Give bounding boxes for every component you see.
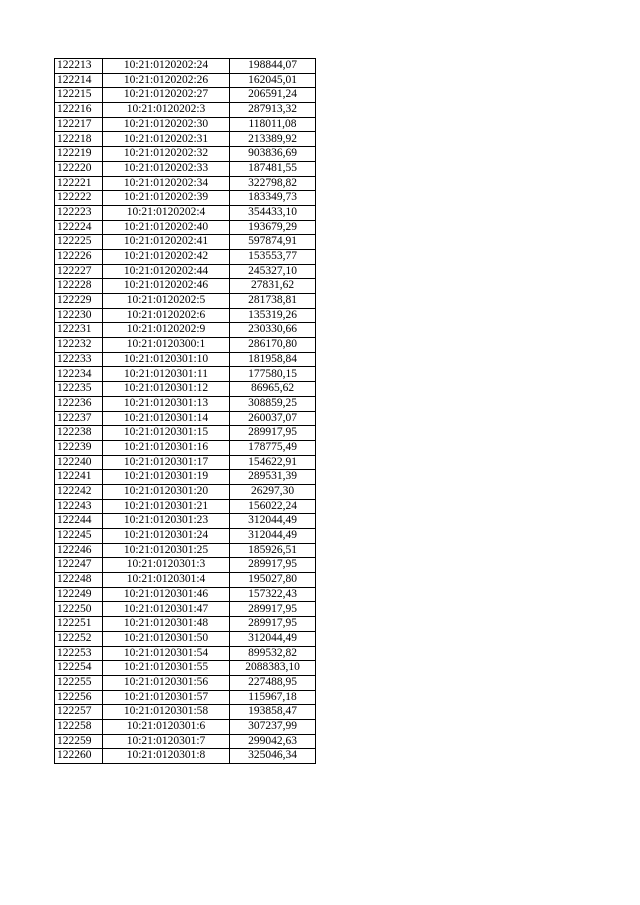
table-row	[55, 514, 316, 529]
row-id-cell: 122220	[55, 161, 103, 176]
cadastral-number-cell: 10:21:0120202:44	[103, 264, 230, 279]
cadastral-value-cell: 287913,32	[230, 103, 316, 118]
cadastral-value-cell: 206591,24	[230, 88, 316, 103]
cadastral-number-cell: 10:21:0120202:27	[103, 88, 230, 103]
cadastral-number-cell: 10:21:0120301:48	[103, 617, 230, 632]
table-row	[55, 455, 316, 470]
table-row	[55, 382, 316, 397]
cadastral-number-cell: 10:21:0120301:17	[103, 455, 230, 470]
row-id-cell: 122253	[55, 646, 103, 661]
cadastral-value-cell: 177580,15	[230, 367, 316, 382]
cadastral-value-cell: 312044,49	[230, 529, 316, 544]
cadastral-number-cell: 10:21:0120202:31	[103, 132, 230, 147]
table-row	[55, 279, 316, 294]
table-row	[55, 367, 316, 382]
row-id-cell: 122243	[55, 499, 103, 514]
cadastral-value-cell: 86965,62	[230, 382, 316, 397]
cadastral-number-cell: 10:21:0120301:8	[103, 749, 230, 764]
row-id-cell: 122218	[55, 132, 103, 147]
row-id-cell: 122254	[55, 661, 103, 676]
row-id-cell: 122258	[55, 719, 103, 734]
cadastral-value-cell: 187481,55	[230, 161, 316, 176]
row-id-cell: 122259	[55, 734, 103, 749]
table-row	[55, 147, 316, 162]
cadastral-value-cell: 227488,95	[230, 675, 316, 690]
row-id-cell: 122245	[55, 529, 103, 544]
table-row	[55, 705, 316, 720]
row-id-cell: 122237	[55, 411, 103, 426]
cadastral-number-cell: 10:21:0120202:9	[103, 323, 230, 338]
row-id-cell: 122230	[55, 308, 103, 323]
cadastral-number-cell: 10:21:0120202:5	[103, 294, 230, 309]
cadastral-number-cell: 10:21:0120301:54	[103, 646, 230, 661]
cadastral-number-cell: 10:21:0120202:46	[103, 279, 230, 294]
table-row	[55, 117, 316, 132]
cadastral-value-cell: 281738,81	[230, 294, 316, 309]
row-id-cell: 122224	[55, 220, 103, 235]
cadastral-value-cell: 198844,07	[230, 59, 316, 74]
row-id-cell: 122241	[55, 470, 103, 485]
cadastral-value-cell: 312044,49	[230, 514, 316, 529]
cadastral-number-cell: 10:21:0120202:42	[103, 249, 230, 264]
table-row	[55, 205, 316, 220]
table-row	[55, 484, 316, 499]
cadastral-value-cell: 183349,73	[230, 191, 316, 206]
table-row	[55, 719, 316, 734]
table-row	[55, 264, 316, 279]
table-row	[55, 323, 316, 338]
cadastral-value-cell: 153553,77	[230, 249, 316, 264]
cadastral-number-cell: 10:21:0120301:20	[103, 484, 230, 499]
table-row	[55, 749, 316, 764]
cadastral-value-cell: 193858,47	[230, 705, 316, 720]
row-id-cell: 122248	[55, 573, 103, 588]
cadastral-number-cell: 10:21:0120301:58	[103, 705, 230, 720]
cadastral-number-cell: 10:21:0120301:25	[103, 543, 230, 558]
cadastral-value-cell: 286170,80	[230, 338, 316, 353]
cadastral-number-cell: 10:21:0120202:26	[103, 73, 230, 88]
row-id-cell: 122214	[55, 73, 103, 88]
table-row	[55, 499, 316, 514]
cadastral-value-cell: 899532,82	[230, 646, 316, 661]
table-row	[55, 294, 316, 309]
cadastral-number-cell: 10:21:0120301:4	[103, 573, 230, 588]
table-row	[55, 602, 316, 617]
row-id-cell: 122217	[55, 117, 103, 132]
row-id-cell: 122215	[55, 88, 103, 103]
row-id-cell: 122216	[55, 103, 103, 118]
row-id-cell: 122228	[55, 279, 103, 294]
cadastral-value-table	[54, 58, 316, 764]
table-row	[55, 529, 316, 544]
row-id-cell: 122260	[55, 749, 103, 764]
cadastral-number-cell: 10:21:0120301:21	[103, 499, 230, 514]
cadastral-number-cell: 10:21:0120202:4	[103, 205, 230, 220]
cadastral-value-cell: 213389,92	[230, 132, 316, 147]
table-row	[55, 470, 316, 485]
cadastral-value-cell: 325046,34	[230, 749, 316, 764]
table-row	[55, 161, 316, 176]
row-id-cell: 122233	[55, 352, 103, 367]
cadastral-number-cell: 10:21:0120202:41	[103, 235, 230, 250]
cadastral-number-cell: 10:21:0120202:33	[103, 161, 230, 176]
table-row	[55, 646, 316, 661]
cadastral-value-cell: 2088383,10	[230, 661, 316, 676]
table-row	[55, 734, 316, 749]
row-id-cell: 122240	[55, 455, 103, 470]
row-id-cell: 122239	[55, 440, 103, 455]
cadastral-number-cell: 10:21:0120301:23	[103, 514, 230, 529]
row-id-cell: 122213	[55, 59, 103, 74]
row-id-cell: 122257	[55, 705, 103, 720]
table-row	[55, 191, 316, 206]
cadastral-value-cell: 157322,43	[230, 587, 316, 602]
cadastral-number-cell: 10:21:0120301:57	[103, 690, 230, 705]
row-id-cell: 122222	[55, 191, 103, 206]
table-body	[55, 59, 316, 764]
table-row	[55, 103, 316, 118]
cadastral-number-cell: 10:21:0120301:11	[103, 367, 230, 382]
cadastral-number-cell: 10:21:0120202:40	[103, 220, 230, 235]
cadastral-value-cell: 289917,95	[230, 426, 316, 441]
cadastral-value-cell: 312044,49	[230, 631, 316, 646]
cadastral-number-cell: 10:21:0120301:24	[103, 529, 230, 544]
cadastral-value-cell: 193679,29	[230, 220, 316, 235]
row-id-cell: 122242	[55, 484, 103, 499]
table-row	[55, 675, 316, 690]
table-row	[55, 338, 316, 353]
cadastral-value-cell: 135319,26	[230, 308, 316, 323]
cadastral-number-cell: 10:21:0120300:1	[103, 338, 230, 353]
cadastral-value-cell: 118011,08	[230, 117, 316, 132]
table-row	[55, 59, 316, 74]
row-id-cell: 122227	[55, 264, 103, 279]
cadastral-number-cell: 10:21:0120301:19	[103, 470, 230, 485]
cadastral-value-cell: 115967,18	[230, 690, 316, 705]
cadastral-value-cell: 308859,25	[230, 396, 316, 411]
row-id-cell: 122255	[55, 675, 103, 690]
cadastral-number-cell: 10:21:0120202:24	[103, 59, 230, 74]
row-id-cell: 122234	[55, 367, 103, 382]
row-id-cell: 122225	[55, 235, 103, 250]
table-row	[55, 249, 316, 264]
cadastral-value-cell: 307237,99	[230, 719, 316, 734]
row-id-cell: 122235	[55, 382, 103, 397]
row-id-cell: 122246	[55, 543, 103, 558]
cadastral-number-cell: 10:21:0120301:13	[103, 396, 230, 411]
cadastral-value-cell: 299042,63	[230, 734, 316, 749]
table-row	[55, 132, 316, 147]
row-id-cell: 122247	[55, 558, 103, 573]
cadastral-number-cell: 10:21:0120301:6	[103, 719, 230, 734]
cadastral-number-cell: 10:21:0120301:56	[103, 675, 230, 690]
cadastral-number-cell: 10:21:0120202:32	[103, 147, 230, 162]
cadastral-value-cell: 230330,66	[230, 323, 316, 338]
cadastral-number-cell: 10:21:0120202:3	[103, 103, 230, 118]
row-id-cell: 122226	[55, 249, 103, 264]
row-id-cell: 122223	[55, 205, 103, 220]
table-row	[55, 617, 316, 632]
cadastral-number-cell: 10:21:0120301:16	[103, 440, 230, 455]
table-row	[55, 440, 316, 455]
table-row	[55, 235, 316, 250]
table-row	[55, 690, 316, 705]
cadastral-number-cell: 10:21:0120301:15	[103, 426, 230, 441]
row-id-cell: 122221	[55, 176, 103, 191]
table-row	[55, 631, 316, 646]
row-id-cell: 122236	[55, 396, 103, 411]
cadastral-value-cell: 26297,30	[230, 484, 316, 499]
table-row	[55, 411, 316, 426]
cadastral-number-cell: 10:21:0120202:34	[103, 176, 230, 191]
cadastral-value-cell: 354433,10	[230, 205, 316, 220]
cadastral-value-cell: 162045,01	[230, 73, 316, 88]
cadastral-value-cell: 154622,91	[230, 455, 316, 470]
cadastral-value-cell: 289917,95	[230, 617, 316, 632]
cadastral-value-cell: 27831,62	[230, 279, 316, 294]
cadastral-value-cell: 289531,39	[230, 470, 316, 485]
table-row	[55, 73, 316, 88]
table-row	[55, 176, 316, 191]
cadastral-number-cell: 10:21:0120301:7	[103, 734, 230, 749]
cadastral-value-cell: 289917,95	[230, 602, 316, 617]
table-row	[55, 352, 316, 367]
cadastral-value-cell: 195027,80	[230, 573, 316, 588]
row-id-cell: 122256	[55, 690, 103, 705]
table-row	[55, 661, 316, 676]
cadastral-value-cell: 597874,91	[230, 235, 316, 250]
table-row	[55, 220, 316, 235]
cadastral-value-cell: 245327,10	[230, 264, 316, 279]
row-id-cell: 122238	[55, 426, 103, 441]
row-id-cell: 122249	[55, 587, 103, 602]
cadastral-value-cell: 178775,49	[230, 440, 316, 455]
cadastral-number-cell: 10:21:0120301:46	[103, 587, 230, 602]
cadastral-value-cell: 903836,69	[230, 147, 316, 162]
row-id-cell: 122219	[55, 147, 103, 162]
cadastral-number-cell: 10:21:0120202:30	[103, 117, 230, 132]
cadastral-number-cell: 10:21:0120301:50	[103, 631, 230, 646]
cadastral-number-cell: 10:21:0120301:10	[103, 352, 230, 367]
row-id-cell: 122252	[55, 631, 103, 646]
cadastral-number-cell: 10:21:0120202:6	[103, 308, 230, 323]
table-row	[55, 88, 316, 103]
row-id-cell: 122244	[55, 514, 103, 529]
row-id-cell: 122250	[55, 602, 103, 617]
row-id-cell: 122229	[55, 294, 103, 309]
cadastral-number-cell: 10:21:0120301:55	[103, 661, 230, 676]
table-row	[55, 426, 316, 441]
cadastral-value-cell: 289917,95	[230, 558, 316, 573]
cadastral-value-cell: 156022,24	[230, 499, 316, 514]
cadastral-value-cell: 322798,82	[230, 176, 316, 191]
cadastral-value-cell: 260037,07	[230, 411, 316, 426]
table-row	[55, 587, 316, 602]
cadastral-value-cell: 185926,51	[230, 543, 316, 558]
cadastral-number-cell: 10:21:0120202:39	[103, 191, 230, 206]
cadastral-number-cell: 10:21:0120301:12	[103, 382, 230, 397]
table-row	[55, 573, 316, 588]
row-id-cell: 122231	[55, 323, 103, 338]
table-row	[55, 558, 316, 573]
cadastral-number-cell: 10:21:0120301:3	[103, 558, 230, 573]
cadastral-number-cell: 10:21:0120301:47	[103, 602, 230, 617]
table-row	[55, 308, 316, 323]
row-id-cell: 122232	[55, 338, 103, 353]
cadastral-number-cell: 10:21:0120301:14	[103, 411, 230, 426]
table-row	[55, 543, 316, 558]
table-row	[55, 396, 316, 411]
row-id-cell: 122251	[55, 617, 103, 632]
cadastral-value-cell: 181958,84	[230, 352, 316, 367]
